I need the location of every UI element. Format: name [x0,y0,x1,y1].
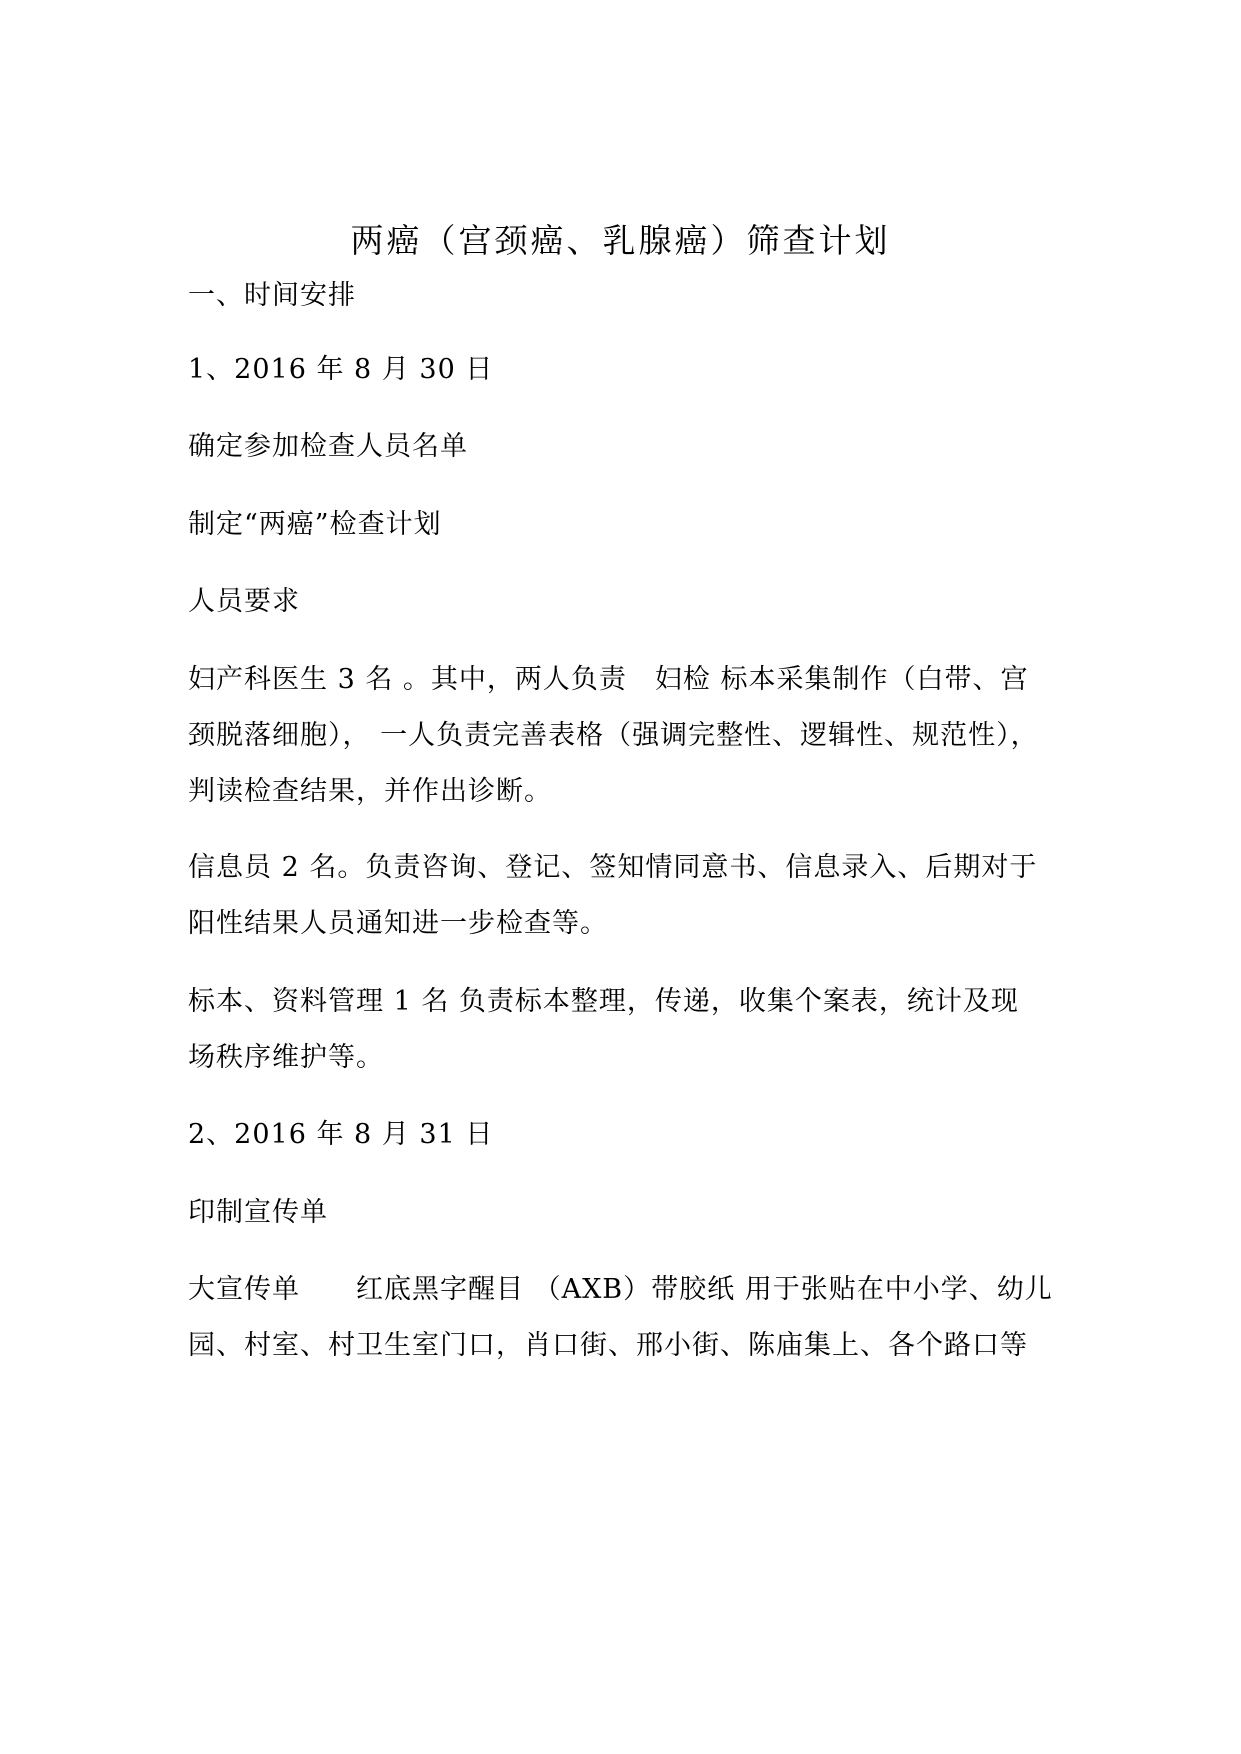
large-flyer-paragraph [188,1262,1068,1374]
section-heading-schedule: 一、时间安排 [188,280,356,311]
item-confirm-list: 确定参加检查人员名单 [188,431,468,462]
paragraph-line: 判读检查结果，并作出诊断。 [188,776,552,807]
item-make-plan: 制定“两癌”检查计划 [188,509,442,540]
paragraph-line: 阳性结果人员通知进一步检查等。 [188,908,608,939]
specimen-staff-paragraph [188,974,1068,1086]
gyn-doctors-paragraph [188,652,1068,820]
paragraph-line: 标本、资料管理 1 名 负责标本整理，传递，收集个案表，统计及现 [188,986,1019,1017]
paragraph-line: 园、村室、村卫生室门口，肖口街、邢小街、陈庙集上、各个路口等 [188,1330,1028,1361]
paragraph-line: 信息员 2 名。负责咨询、登记、签知情同意书、信息录入、后期对于 [188,852,1038,883]
paragraph-line: 大宣传单 红底黑字醒目 （AXB）带胶纸 用于张贴在中小学、幼儿 [188,1274,1053,1305]
paragraph-line: 场秩序维护等。 [188,1042,384,1073]
date-heading-1: 1、2016 年 8 月 30 日 [188,354,494,385]
document-title: 两癌（宫颈癌、乳腺癌）筛查计划 [350,221,891,260]
date-heading-2: 2、2016 年 8 月 31 日 [188,1119,494,1150]
info-staff-paragraph [188,840,1068,952]
staff-requirements-heading: 人员要求 [188,586,300,617]
item-print-flyers: 印制宣传单 [188,1197,328,1228]
paragraph-line: 妇产科医生 3 名 。其中，两人负责 妇检 标本采集制作（白带、宫 [188,664,1029,695]
paragraph-line: 颈脱落细胞）， 一人负责完善表格（强调完整性、逻辑性、规范性）， [188,720,1039,751]
